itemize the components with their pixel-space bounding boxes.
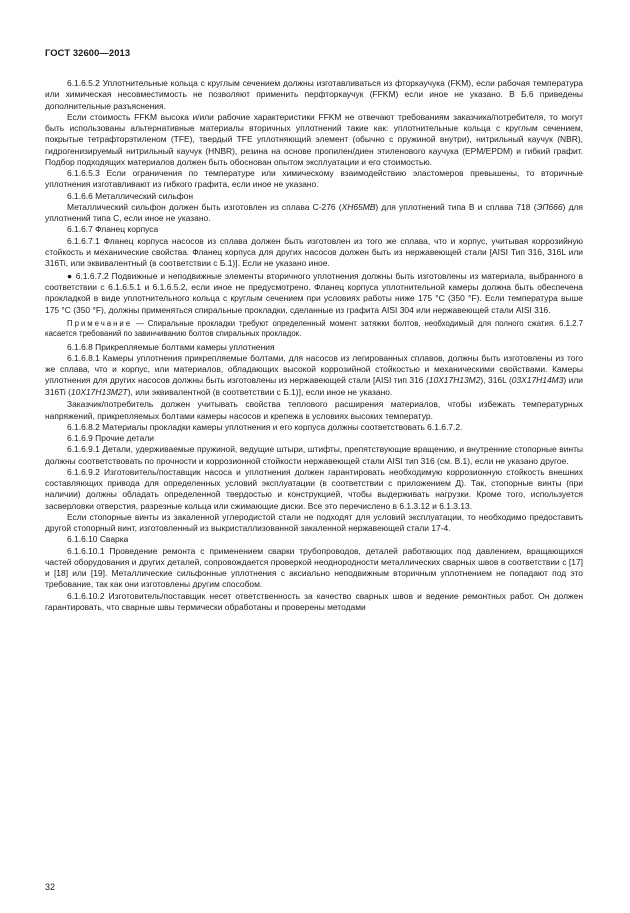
italic-run: ХН65МВ: [341, 201, 376, 212]
text-run: ) для уплотнений типа С, если иное не указано.: [45, 201, 583, 223]
paragraph: 6.1.6.9.1 Детали, удерживаемые пружиной, ведущие штыри, штифты, препятствующие вращению, и внутренние стопорные винты должны соответствовать по прочности и коррозионной стойкости нержавеющей стали AISI тип 316 (см. В.1), если не указано другое.: [45, 444, 583, 466]
note-text: — Спиральные прокладки требуют определенный момент затяжки болтов, необходимый для полного сжатия. 6.1.2.7 касается требований по завинчиванию болтов спиральных прокладок.: [45, 318, 583, 339]
italic-run: ЭП666: [536, 201, 563, 212]
italic-run: 10Х17Н13М2: [428, 375, 481, 386]
section-heading: 6.1.6.10 Сварка: [67, 534, 129, 545]
paragraph: Если стоимость FFKM высока и/или рабочие характеристики FFKM не отвечают требованиям заказчика/потребителя, то могут быть использованы альтернативные материалы вторичных уплотнений такие как: уплотнительные кольца с круглым сечением, покрытые тетрафторэтиленом (TFE), твердый TFE уплотняющий элемент (обычно с пружиной внутри), нитрильный каучук (NBR), гидрогенизируемый нитрильный каучук (HNBR), резина на основе пропилен/диен этиленового каучука (EPM/EPDM) и гибкий графит. Подбор подходящих материалов должен быть обоснован опытом эксплуатации и его стоимостью.: [45, 111, 583, 167]
paragraph: 6.1.6.10.1 Проведение ремонта с применением сварки трубопроводов, деталей работающих под давлением, вращающихся частей оборудования и других деталей, сопровождается проверкой неоднородности металлических сварных швов в соответствии с [17] и [18] или [19]. Металлические сильфонные уплотнения с аксиально неподвижным вторичным уплотнением не попадают под это требование, так как они изготовлены другим способом.: [45, 545, 583, 590]
italic-run: 10Х17Н13М2Т: [70, 386, 128, 397]
section-heading: 6.1.6.9 Прочие детали: [67, 433, 154, 444]
paragraph: 6.1.6.9.2 Изготовитель/поставщик насоса и уплотнения должен гарантировать необходимую коррозионную стойкость внешних составляющих привода для определенных условий эксплуатации (в соответствии с приложением Д). Так, стопорные винты (при наличии) должны обладать определенной твердостью и конструкцией, чтобы выдерживать нагрузки. Кроме того, используется засверловки отверстия, разрезные кольца или сжимающие диски. Все это перечислено в 6.1.3.12 и 6.1.3.13.: [45, 466, 583, 511]
note-label: Примечание: [67, 318, 133, 328]
page-number: 32: [45, 882, 56, 892]
paragraph: Заказчик/потребитель должен учитывать свойства теплового расширения материалов, чтобы избежать температурных напряжений, прикрепляемых болтами камеры насосов и крепежа в условиях высоких температур.: [45, 399, 583, 421]
italic-run: 03Х17Н14М3: [511, 375, 564, 386]
paragraph: [45, 202, 583, 225]
text-run: ), или эквивалентной (в соответствии с Б.1)], если иное не указано.: [127, 386, 393, 397]
section-heading: 6.1.6.6 Металлический сильфон: [67, 190, 194, 201]
section-heading: 6.1.6.8 Прикрепляемые болтами камеры уплотнения: [67, 341, 275, 352]
text-run: 6.1.6.8.1 Камеры уплотнения прикрепляемые болтами, для насосов из легированных сплавов, должны быть изготовлены из того же сплава, что и корпус, или материалов, обладающих высокой коррозийной стойкостью и механическими свойствами. Камеры уплотнения для других насосов должны быть изготовлены из нержавеющей стали [AISI тип 316 (: [45, 352, 583, 386]
paragraph: [45, 353, 583, 398]
paragraph: 6.1.6.5.3 Если ограничения по температуре или химическому взаимодействию эластомеров превышены, то вторичные уплотнения изготавливают из гибкого графита, если иное не указано.: [45, 168, 583, 190]
section-heading: 6.1.6.7 Фланец корпуса: [67, 224, 159, 235]
text-run: Металлический сильфон должен быть изготовлен из сплава С-276 (: [67, 201, 342, 212]
paragraph: Если стопорные винты из закаленной углеродистой стали не подходят для условий эксплуатации, то необходимо предоставить другой стопорный винт, изготовленный из выкристаллизованной закаленной нержавеющей стали 17-4.: [45, 511, 583, 534]
paragraph: 6.1.6.5.2 Уплотнительные кольца с круглым сечением должны изготавливаться из фторкаучука (FKM), если рабочая температура или химическая несовместимость не позволяют применить перфторкаучук (FFKM) если иное не указано. В Б.6 приведены дополнительные разъяснения.: [45, 78, 583, 111]
paragraph: 6.1.6.7.1 Фланец корпуса насосов из сплава должен быть изготовлен из того же сплава, что и корпус, учитывая коррозийную стойкость и механические свойства. Фланец корпуса для других насосов должен быть из нержавеющей стали [AISI Тип 316, 316L или 316Ti, или эквивалентный (в соответствии с Б.1)]. Если не указано иное.: [45, 235, 583, 268]
note: [45, 319, 583, 340]
standard-header: ГОСТ 32600—2013: [45, 47, 131, 58]
text-run: ) для уплотнений типа В и сплава 718 (: [375, 201, 537, 212]
document-body: [45, 78, 583, 613]
paragraph: 6.1.6.8.2 Материалы прокладки камеры уплотнения и его корпуса должны соответствовать 6.1.6.7.2.: [67, 421, 463, 432]
paragraph: ● 6.1.6.7.2 Подвижные и неподвижные элементы вторичного уплотнения должны быть изготовлены из материала, выбранного в соответствии с 6.1.6.5.1 и 6.1.6.5.2, если иное не предусмотрено. Фланец корпуса уплотнительной камеры должна быть обеспечена прокладкой в виде уплотнительного кольца с круглым сечением при условиях работы ниже 175 °С (350 °F). Если температура выше 175 °С (350 °F), должны применяться спиральные прокладки, сделанные из графита AISI 304 или нержавеющей стали AISI 316.: [45, 270, 583, 315]
paragraph: 6.1.6.10.2 Изготовитель/поставщик несет ответственность за качество сварных швов и ведение ремонтных работ. Он должен гарантировать, что сварные швы термически обработаны и проверены методами: [45, 590, 583, 612]
text-run: ) или 316Ti (: [45, 375, 584, 397]
text-run: ), 316L (: [480, 375, 512, 386]
